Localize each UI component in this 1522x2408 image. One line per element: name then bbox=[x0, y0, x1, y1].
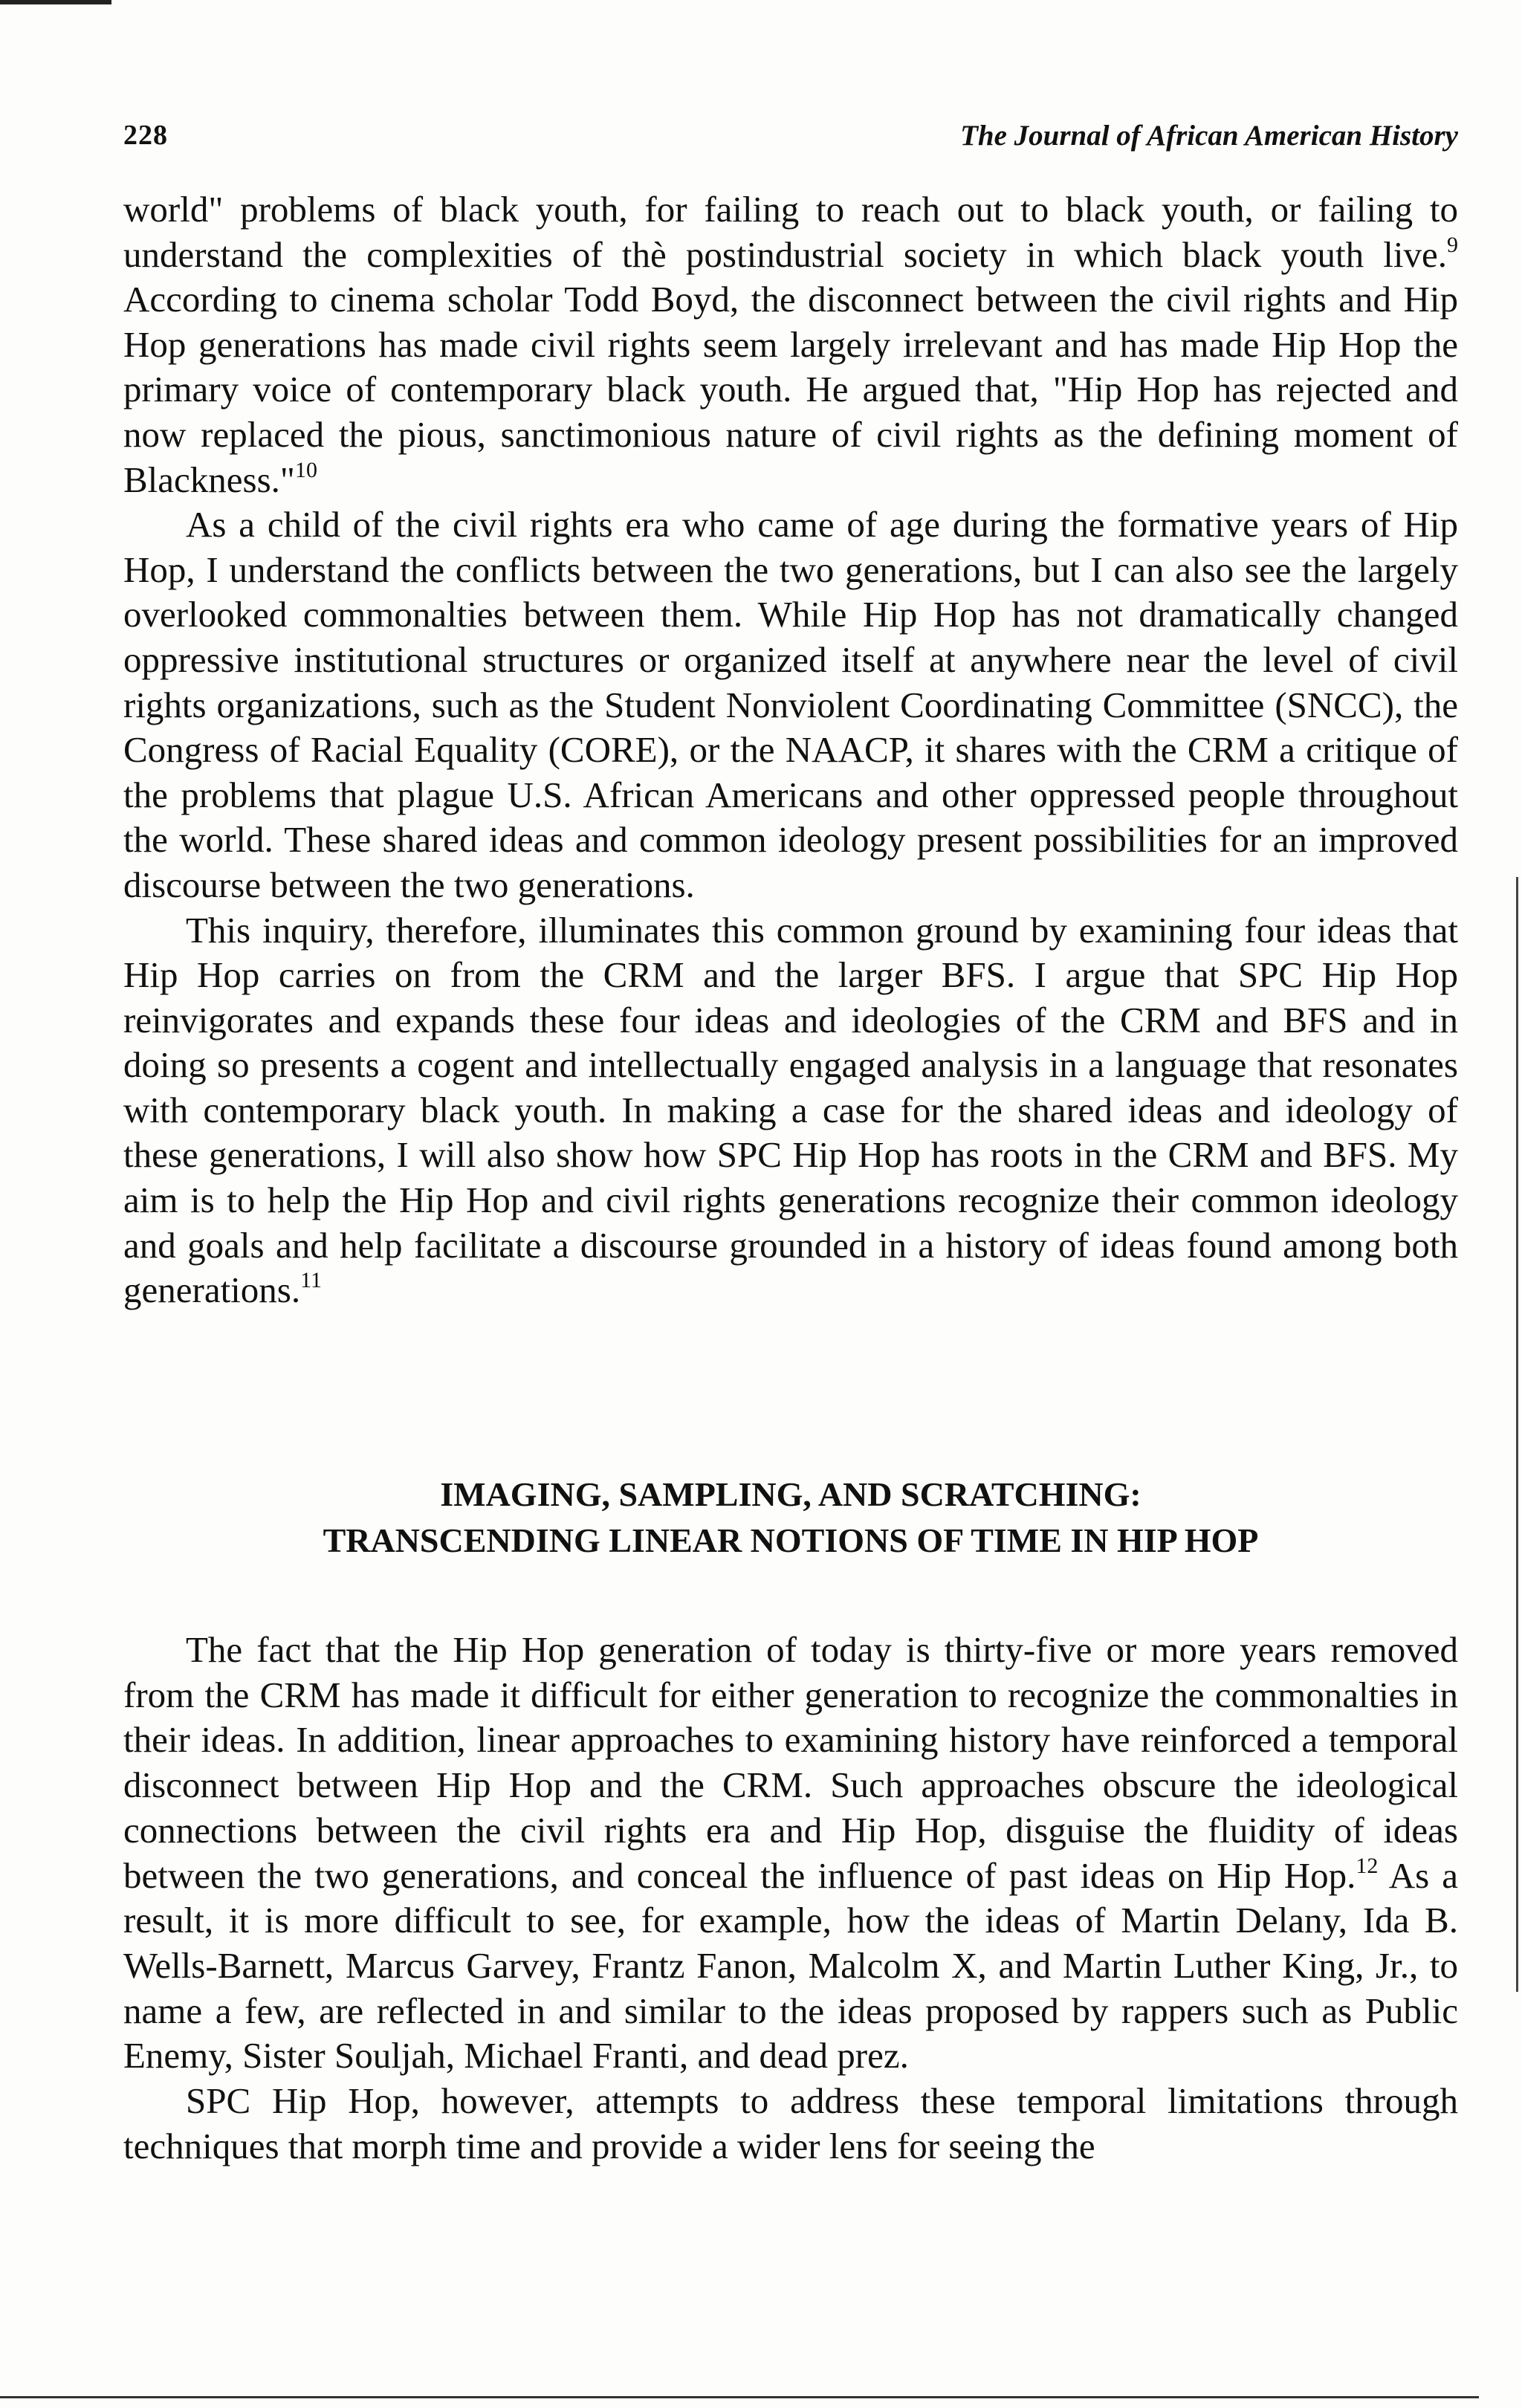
paragraph bbox=[123, 502, 1458, 907]
paragraph-text: world" problems of black youth, for failing to reach out to black youth, or failing to understand the complexities of thè postindustrial society in which black youth live. bbox=[123, 189, 1458, 275]
paragraph-text: This inquiry, therefore, illuminates this common ground by examining four ideas that Hip Hop carries on from the CRM and the larger BFS. I argue that SPC Hip Hop reinvigorates and expands these four ideas and ideologies of the CRM and BFS and in doing so presents a cogent and intellectually engaged analysis in a language that resonates with contemporary black youth. In making a case for the shared ideas and ideology of these generations, I will also show how SPC Hip Hop has roots in the CRM and BFS. My aim is to help the Hip Hop and civil rights generations recognize their common ideology and goals and help facilitate a discourse grounded in a history of ideas found among both generations. bbox=[123, 909, 1458, 1311]
paragraph-text: The fact that the Hip Hop generation of today is thirty-five or more years removed from the CRM has made it difficult for either generation to recognize the commonalties in their ideas. In addition, linear approaches to examining history have reinforced a temporal disconnect between Hip Hop and the CRM. Such approaches obscure the ideological connections between the civil rights era and Hip Hop, disguise the fluidity of ideas between the two generations, and conceal the influence of past ideas on Hip Hop. bbox=[123, 1629, 1458, 1896]
scan-edge-bottom bbox=[0, 2396, 1479, 2398]
scan-edge-top bbox=[0, 0, 111, 4]
paragraph-text: As a result, it is more difficult to see, for example, how the ideas of Martin Delany, Ida B. Wells-Barnett, Marcus Garvey, Frantz Fanon, Malcolm X, and Martin Luther King, Jr., to name a few, are reflected in and similar to the ideas proposed by rappers such as Public Enemy, Sister Souljah, Michael Franti, and dead prez. bbox=[123, 1854, 1458, 2077]
paragraph bbox=[123, 187, 1458, 502]
paragraph bbox=[123, 2079, 1458, 2169]
footnote-ref: 9 bbox=[1447, 232, 1458, 257]
body-text bbox=[123, 187, 1458, 1313]
paragraph bbox=[123, 908, 1458, 1313]
paragraph-text: SPC Hip Hop, however, attempts to address these temporal limitations through techniques that morph time and provide a wider lens for seeing the bbox=[123, 2080, 1458, 2166]
footnote-ref: 12 bbox=[1356, 1853, 1379, 1878]
page-number: 228 bbox=[123, 120, 168, 151]
running-head bbox=[123, 119, 1458, 164]
footnote-ref: 10 bbox=[294, 457, 317, 482]
paragraph bbox=[123, 1628, 1458, 2079]
journal-title: The Journal of African American History bbox=[960, 120, 1458, 152]
paragraph-text: As a child of the civil rights era who came of age during the formative years of Hip Hop, I understand the conflicts between the two generations, but I can also see the largely overlooked commonalties between them. While Hip Hop has not dramatically changed oppressive institutional structures or organized itself at anywhere near the level of civil rights organizations, such as the Student Nonviolent Coordinating Committee (SNCC), the Congress of Racial Equality (CORE), or the NAACP, it shares with the CRM a critique of the problems that plague U.S. African Americans and other oppressed people throughout the world. These shared ideas and common ideology present possibilities for an improved discourse between the two generations. bbox=[123, 504, 1458, 905]
section-heading-line: IMAGING, SAMPLING, AND SCRATCHING: bbox=[440, 1475, 1142, 1513]
footnote-ref: 11 bbox=[300, 1268, 322, 1293]
section-body-text bbox=[123, 1628, 1458, 2169]
scan-edge-right bbox=[1516, 877, 1518, 1992]
paragraph-text: According to cinema scholar Todd Boyd, the disconnect between the civil rights and Hip Hop generations has made civil rights seem largely irrelevant and has made Hip Hop the primary voice of contemporary black youth. He argued that, "Hip Hop has rejected and now replaced the pious, sanctimonious nature of civil rights as the defining moment of Blackness." bbox=[123, 279, 1458, 500]
section-heading bbox=[123, 1472, 1458, 1564]
section-heading-line: TRANSCENDING LINEAR NOTIONS OF TIME IN HIP HOP bbox=[323, 1521, 1259, 1559]
